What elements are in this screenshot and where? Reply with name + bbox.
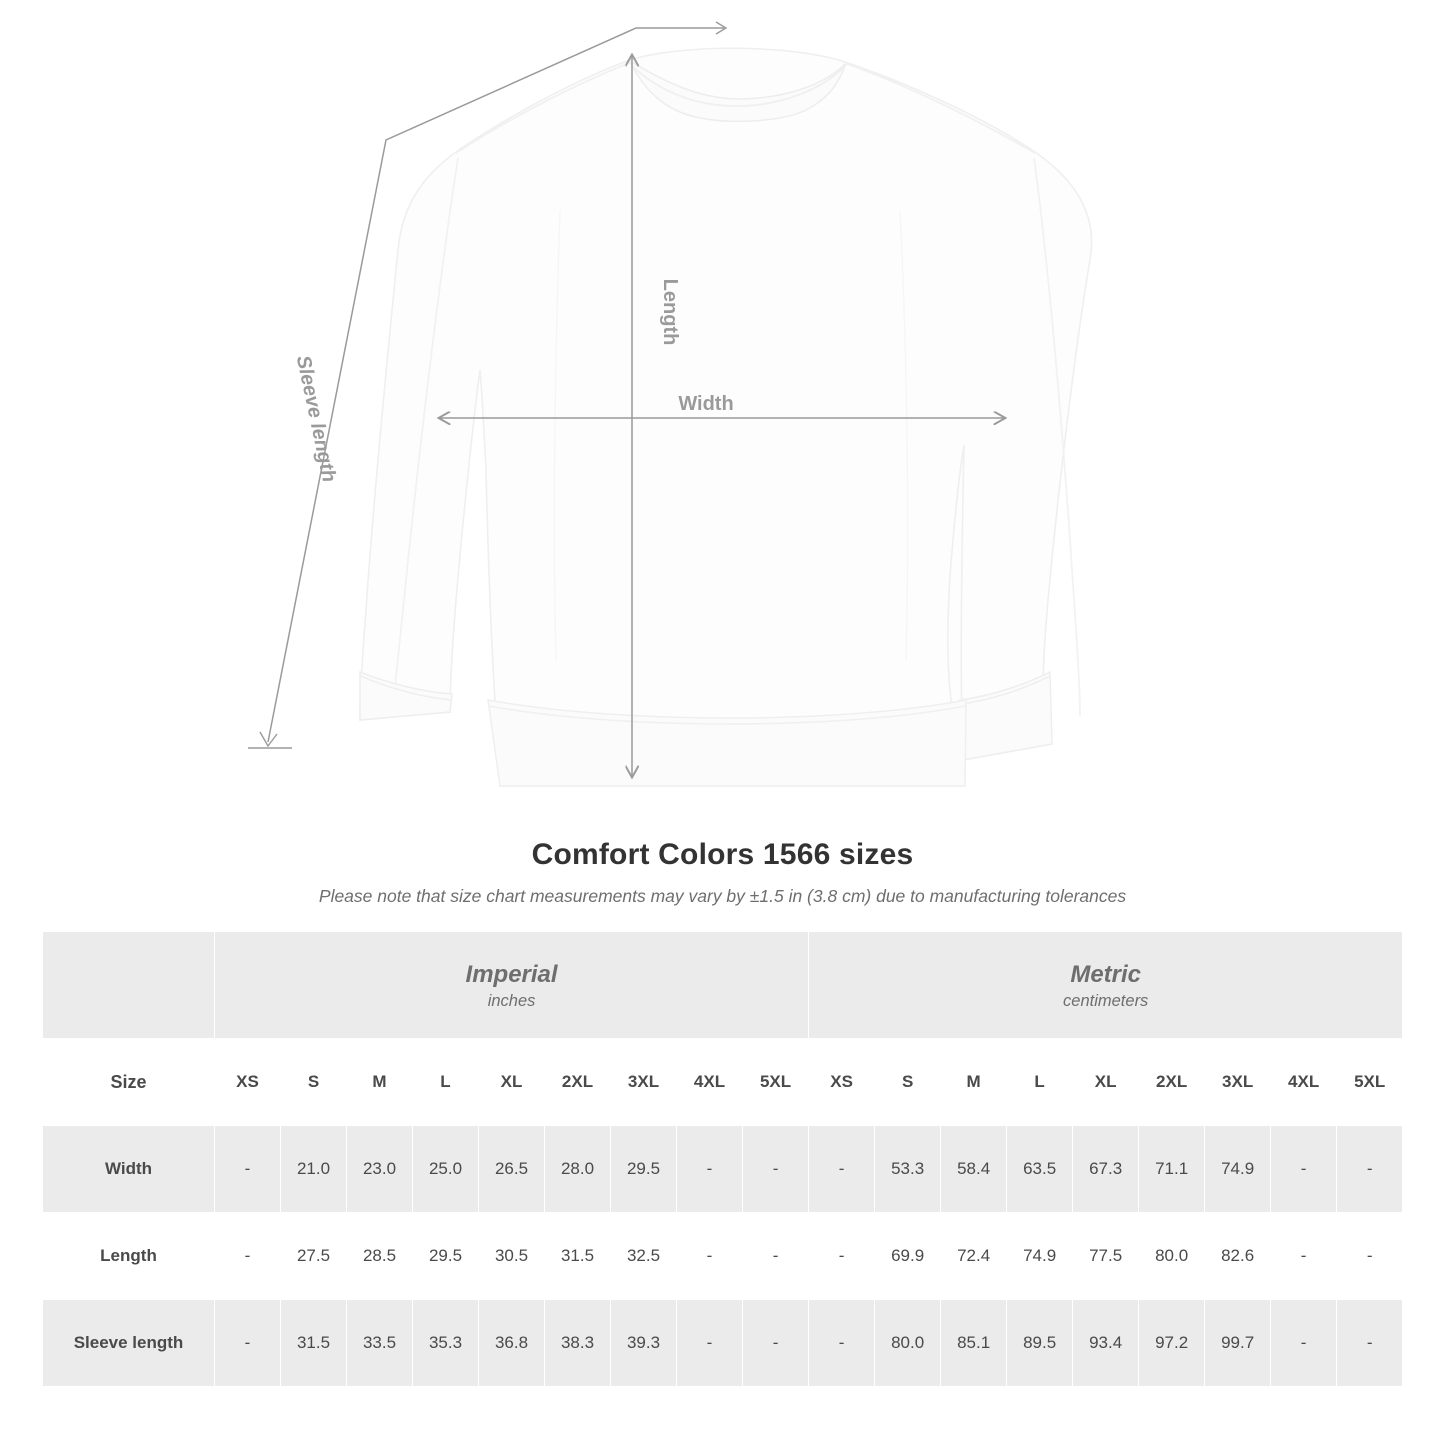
table-row — [43, 1126, 1403, 1213]
cell-width-metric-xl: 67.3 — [1073, 1126, 1139, 1213]
size-col-metric-l: L — [1007, 1039, 1073, 1126]
length-label: Length — [659, 278, 681, 346]
cell-length-imperial-xl: 30.5 — [479, 1213, 545, 1300]
cell-length-imperial-xs: - — [215, 1213, 281, 1300]
cell-width-imperial-2xl: 28.0 — [545, 1126, 611, 1213]
cell-length-imperial-m: 28.5 — [347, 1213, 413, 1300]
cell-width-metric-s: 53.3 — [875, 1126, 941, 1213]
size-col-metric-5xl: 5XL — [1337, 1039, 1403, 1126]
size-table-wrapper — [42, 931, 1403, 1387]
cell-sleeve-metric-4xl: - — [1271, 1300, 1337, 1387]
measurement-note: Please note that size chart measurements may vary by ±1.5 in (3.8 cm) due to manufacturing tolerances — [318, 886, 1127, 906]
size-col-imperial-4xl: 4XL — [677, 1039, 743, 1126]
size-col-imperial-xl: XL — [479, 1039, 545, 1126]
size-col-metric-s: S — [875, 1039, 941, 1126]
cell-length-metric-l: 74.9 — [1007, 1213, 1073, 1300]
unit-sub-imperial: inches — [487, 991, 536, 1010]
cell-width-metric-4xl: - — [1271, 1126, 1337, 1213]
cell-length-imperial-5xl: - — [743, 1213, 809, 1300]
size-col-imperial-3xl: 3XL — [611, 1039, 677, 1126]
cell-width-imperial-l: 25.0 — [413, 1126, 479, 1213]
cell-width-metric-2xl: 71.1 — [1139, 1126, 1205, 1213]
cell-sleeve-metric-3xl: 99.7 — [1205, 1300, 1271, 1387]
cell-sleeve-imperial-2xl: 38.3 — [545, 1300, 611, 1387]
cell-width-imperial-xs: - — [215, 1126, 281, 1213]
sweatshirt-shape — [360, 48, 1092, 786]
table-row — [43, 1213, 1403, 1300]
width-label: Width — [678, 393, 734, 415]
size-col-imperial-2xl: 2XL — [545, 1039, 611, 1126]
unit-name-metric: Metric — [1070, 961, 1142, 989]
unit-header-imperial — [215, 932, 809, 1039]
cell-sleeve-imperial-l: 35.3 — [413, 1300, 479, 1387]
page-title: Comfort Colors 1566 sizes — [531, 838, 914, 871]
cell-sleeve-imperial-3xl: 39.3 — [611, 1300, 677, 1387]
size-col-metric-2xl: 2XL — [1139, 1039, 1205, 1126]
cell-sleeve-metric-l: 89.5 — [1007, 1300, 1073, 1387]
size-header-label: Size — [43, 1039, 215, 1126]
cell-sleeve-metric-5xl: - — [1337, 1300, 1403, 1387]
cell-length-metric-2xl: 80.0 — [1139, 1213, 1205, 1300]
cell-width-metric-m: 58.4 — [941, 1126, 1007, 1213]
cell-length-metric-xl: 77.5 — [1073, 1213, 1139, 1300]
cell-length-metric-m: 72.4 — [941, 1213, 1007, 1300]
cell-length-metric-s: 69.9 — [875, 1213, 941, 1300]
cell-width-imperial-xl: 26.5 — [479, 1126, 545, 1213]
title-block — [0, 838, 1445, 907]
cell-length-metric-5xl: - — [1337, 1213, 1403, 1300]
size-col-metric-m: M — [941, 1039, 1007, 1126]
cell-sleeve-metric-xs: - — [809, 1300, 875, 1387]
size-col-imperial-5xl: 5XL — [743, 1039, 809, 1126]
row-label-length: Length — [43, 1213, 215, 1300]
unit-sub-metric: centimeters — [1063, 991, 1149, 1010]
row-label-sleeve-length: Sleeve length — [43, 1300, 215, 1387]
cell-sleeve-imperial-4xl: - — [677, 1300, 743, 1387]
sleeve-length-label: Sleeve length — [291, 353, 341, 485]
cell-length-imperial-s: 27.5 — [281, 1213, 347, 1300]
cell-sleeve-imperial-5xl: - — [743, 1300, 809, 1387]
cell-length-metric-xs: - — [809, 1213, 875, 1300]
cell-length-imperial-2xl: 31.5 — [545, 1213, 611, 1300]
unit-name-imperial: Imperial — [465, 961, 558, 989]
unit-header-metric — [809, 932, 1403, 1039]
cell-sleeve-metric-xl: 93.4 — [1073, 1300, 1139, 1387]
cell-sleeve-imperial-m: 33.5 — [347, 1300, 413, 1387]
cell-width-metric-3xl: 74.9 — [1205, 1126, 1271, 1213]
cell-sleeve-metric-s: 80.0 — [875, 1300, 941, 1387]
size-col-imperial-s: S — [281, 1039, 347, 1126]
cell-length-imperial-l: 29.5 — [413, 1213, 479, 1300]
table-row — [43, 1300, 1403, 1387]
cell-width-imperial-3xl: 29.5 — [611, 1126, 677, 1213]
row-label-width: Width — [43, 1126, 215, 1213]
cell-sleeve-metric-m: 85.1 — [941, 1300, 1007, 1387]
unit-header-row — [43, 932, 1403, 1039]
cell-length-metric-4xl: - — [1271, 1213, 1337, 1300]
cell-sleeve-metric-2xl: 97.2 — [1139, 1300, 1205, 1387]
cell-sleeve-imperial-s: 31.5 — [281, 1300, 347, 1387]
unit-header-spacer — [43, 932, 215, 1039]
cell-length-imperial-4xl: - — [677, 1213, 743, 1300]
size-header-row — [43, 1039, 1403, 1126]
size-table — [42, 931, 1403, 1387]
cell-width-imperial-m: 23.0 — [347, 1126, 413, 1213]
size-col-imperial-m: M — [347, 1039, 413, 1126]
size-col-metric-xl: XL — [1073, 1039, 1139, 1126]
size-col-imperial-l: L — [413, 1039, 479, 1126]
cell-width-imperial-s: 21.0 — [281, 1126, 347, 1213]
cell-width-metric-xs: - — [809, 1126, 875, 1213]
cell-sleeve-imperial-xl: 36.8 — [479, 1300, 545, 1387]
size-col-imperial-xs: XS — [215, 1039, 281, 1126]
cell-width-metric-l: 63.5 — [1007, 1126, 1073, 1213]
size-col-metric-xs: XS — [809, 1039, 875, 1126]
cell-width-imperial-5xl: - — [743, 1126, 809, 1213]
cell-width-metric-5xl: - — [1337, 1126, 1403, 1213]
size-col-metric-3xl: 3XL — [1205, 1039, 1271, 1126]
cell-sleeve-imperial-xs: - — [215, 1300, 281, 1387]
cell-width-imperial-4xl: - — [677, 1126, 743, 1213]
size-col-metric-4xl: 4XL — [1271, 1039, 1337, 1126]
cell-length-imperial-3xl: 32.5 — [611, 1213, 677, 1300]
cell-length-metric-3xl: 82.6 — [1205, 1213, 1271, 1300]
